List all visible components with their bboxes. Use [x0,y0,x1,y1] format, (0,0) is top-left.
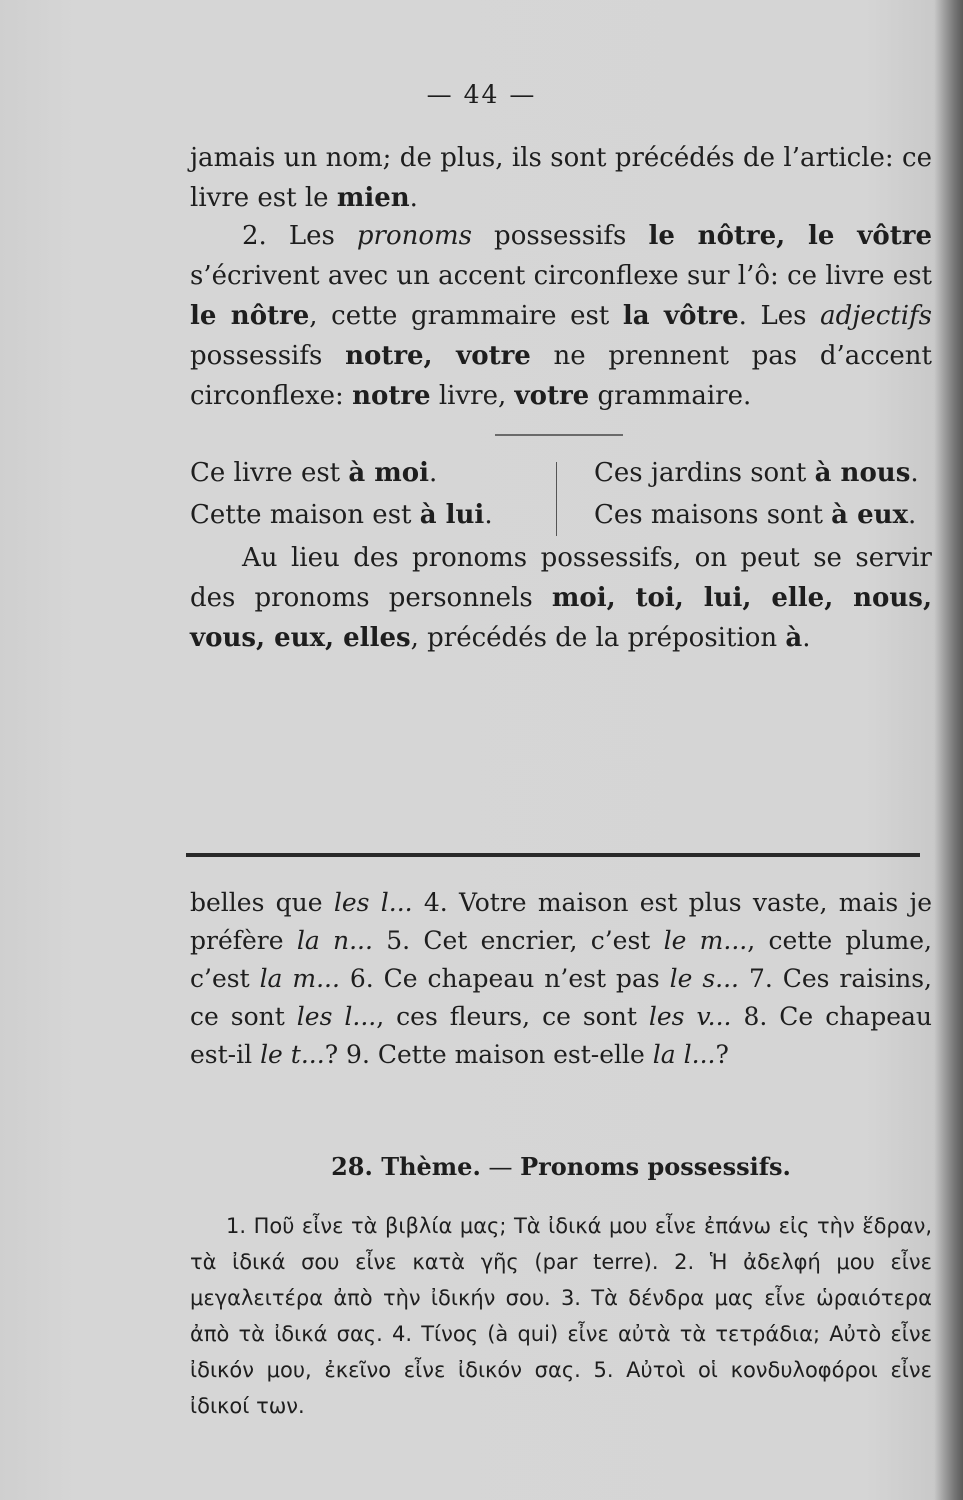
p2-s5: possessifs [190,341,346,371]
short-separator [495,434,623,436]
ex-t5: 6. Ce chapeau n’est pas [339,964,670,993]
p2-b1: le nôtre, le vôtre [648,221,932,251]
examples-table [190,452,932,536]
ex-r0-post: . [910,458,919,488]
ex-l1-bold: à lui [419,500,485,530]
ex-t9: ? 9. Cette maison est-elle [324,1040,653,1069]
p3-e: . [802,623,811,653]
p2-b2: le nôtre [190,301,310,331]
ex-i4: la m... [259,964,340,993]
ex-i7: les v... [648,1002,732,1031]
p2-b6: votre [514,381,590,411]
ex-i1: les l... [333,888,413,917]
ex-r1-bold: à eux [831,500,909,530]
theme-subtitle: Pronoms possessifs. [520,1152,791,1181]
example-line [190,494,493,536]
p1-text-a: jamais un nom; de plus, ils sont précédés de l’article: ce livre est le [190,143,932,213]
p2-b5: notre [352,381,431,411]
p2-s3: , cette grammaire est [309,301,623,331]
ex-r1-post: . [908,500,917,530]
ex-t1: belles que [190,888,334,917]
ex-r0-pre: Ces jardins sont [594,458,815,488]
ex-i2: la n... [296,926,373,955]
example-line [190,452,493,494]
ex-t8: 8. Ce chapeau est-il [190,1002,933,1069]
ex-i6: les l... [296,1002,377,1031]
ex-t4: , cette plume, c’est [190,926,932,993]
p2-s2: s’écrivent avec un accent circonflexe sur l’ô: ce livre est [190,261,932,291]
ex-l0-bold: à moi [348,458,430,488]
p1-text-c: . [409,183,418,213]
ex-i9: la l... [652,1040,716,1069]
p3-c: , précédés de la préposition [410,623,786,653]
p2-b3: la vôtre [622,301,739,331]
ex-l0-pre: Ce livre est [190,458,349,488]
paragraph-3 [190,538,932,658]
example-line [594,452,919,494]
ex-t6: 7. Ces raisins, ce sont [190,964,932,1031]
p2-s4: . Les [738,301,821,331]
ex-i3: le m... [663,926,748,955]
section-separator [186,853,920,857]
p2-s1: possessifs [472,221,649,251]
p3-bold-pronouns: moi, toi, lui, elle, nous, vous, eux, elles [190,583,932,653]
paragraph-2 [190,216,932,416]
p3-a: Au lieu des pronoms possessifs, on peut se servir des pronoms personnels [190,543,932,613]
examples-left [190,452,493,536]
ex-l0-post: . [429,458,438,488]
ex-t2: 4. Votre maison est plus vaste, mais je préfère [190,888,932,955]
example-line [594,494,919,536]
theme-number: 28. [331,1152,373,1181]
greek-exercise [190,1208,932,1424]
p2-italic-pronoms: pronoms [356,221,473,251]
exercise-paragraph [190,884,932,1074]
p2-s8: grammaire. [589,381,752,411]
ex-t3: 5. Cet encrier, c’est [372,926,664,955]
theme-title: Thème. [381,1152,481,1181]
ex-l1-pre: Cette maison est [190,500,420,530]
page-number: — 44 — [426,80,537,109]
greek-text: 1. Ποῦ εἶνε τὰ βιβλία μας; Τὰ ἰδικά μου εἶνε ἐπάνω εἰς τὴν ἕδραν, τὰ ἰδικά σου εἶνε κατὰ γῆς (par terre). 2. Ἡ ἀδελφή μου εἶνε μεγαλειτέρα ἀπὸ τὴν ἰδικήν σου. 3. Τὰ δένδρα μας εἶνε ὡραιότερα ἀπὸ τὰ ἰδικά σας. 4. Τίνος (à qui) εἶνε αὐτὰ τὰ τετράδια; Αὐτὸ εἶνε ἰδικόν μου, ἐκεῖνο εἶνε ἰδικόν σας. 5. Αὐτοὶ οἱ κονδυλοφόροι εἶνε ἰδικοί των. [190,1214,932,1418]
ex-r0-bold: à nous [814,458,911,488]
ex-i8: le t... [260,1040,325,1069]
p3-bold-a: à [785,623,803,653]
p2-s6: ne prennent pas d’accent circonflexe: [190,341,932,411]
theme-heading [190,1152,932,1181]
ex-i5: le s... [669,964,740,993]
paragraph-1 [190,138,932,218]
ex-t10: ? [715,1040,729,1069]
p1-bold-mien: mien [336,183,410,213]
ex-t7: , ces fleurs, ce sont [376,1002,649,1031]
examples-divider [556,462,557,536]
ex-r1-pre: Ces maisons sont [594,500,832,530]
theme-dash: — [480,1153,521,1181]
examples-right [594,452,919,536]
p2-b4: notre, votre [345,341,531,371]
p2-italic-adjectifs: adjectifs [820,301,933,331]
ex-l1-post: . [484,500,493,530]
p2-s7: livre, [430,381,515,411]
p2-num: 2. Les [242,221,357,251]
